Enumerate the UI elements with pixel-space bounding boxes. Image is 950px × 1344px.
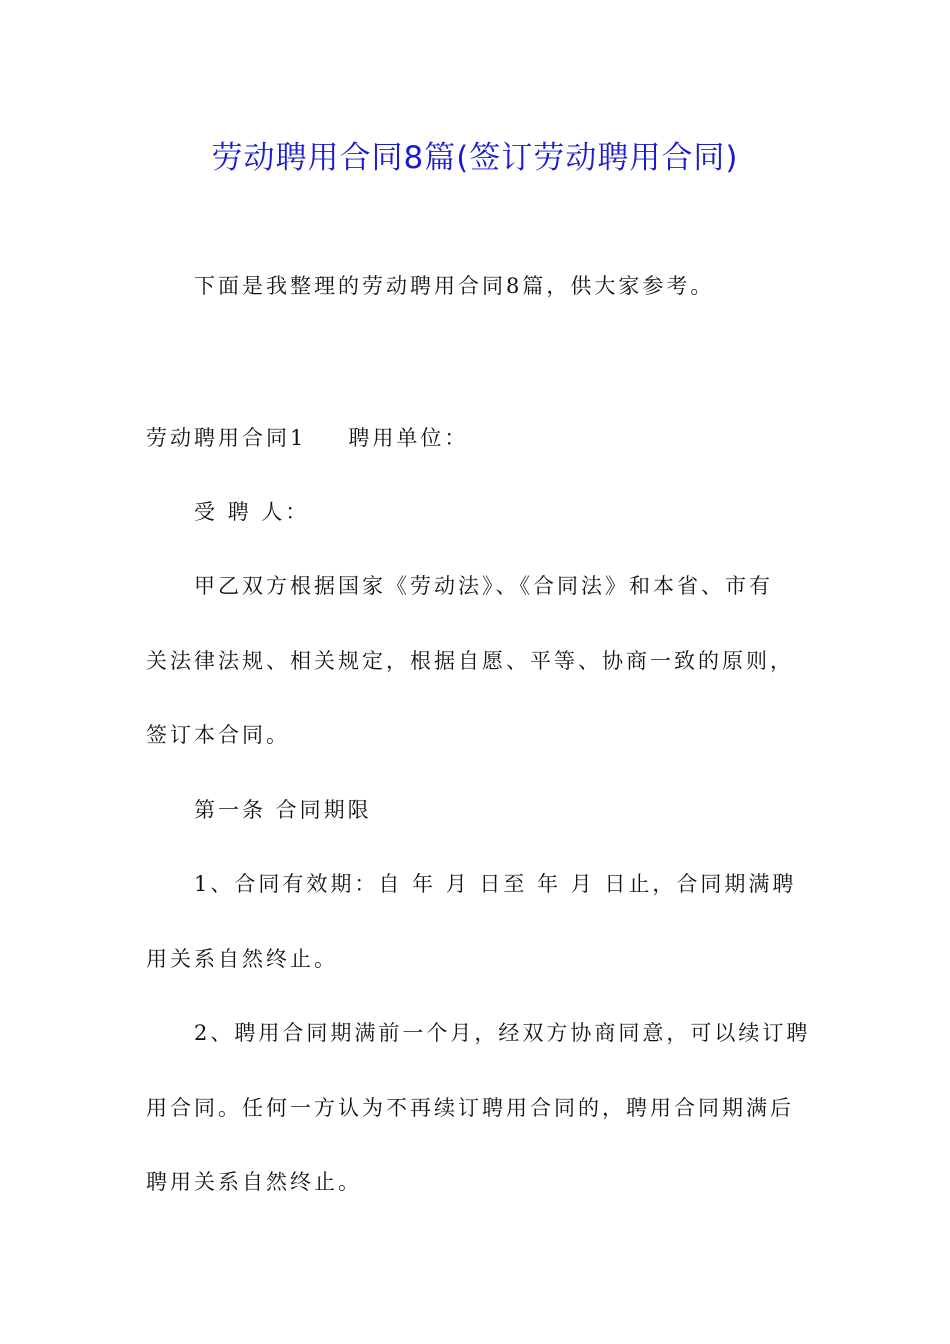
article-heading: 第一条 合同期限 — [194, 798, 372, 822]
paragraph-line: 关法律法规、相关规定，根据自愿、平等、协商一致的原则， — [146, 649, 794, 673]
clause-line: 聘用关系自然终止。 — [146, 1170, 362, 1194]
clause-line: 1、合同有效期：自 年 月 日至 年 月 日止，合同期满聘 — [194, 872, 797, 896]
intro-paragraph: 下面是我整理的劳动聘用合同8篇，供大家参考。 — [194, 274, 715, 298]
document-title: 劳动聘用合同8篇(签订劳动聘用合同) — [211, 140, 739, 176]
section-heading: 劳动聘用合同1 — [146, 426, 307, 450]
employee-label: 受 聘 人： — [194, 500, 310, 524]
clause-line: 用关系自然终止。 — [146, 947, 338, 971]
paragraph-line: 甲乙双方根据国家《劳动法》、《合同法》和本省、市有 — [194, 574, 773, 598]
clause-line: 用合同。任何一方认为不再续订聘用合同的，聘用合同期满后 — [146, 1096, 794, 1120]
paragraph-line: 签订本合同。 — [146, 723, 290, 747]
section-heading-line — [146, 422, 468, 452]
clause-line: 2、聘用合同期满前一个月，经双方协商同意，可以续订聘 — [194, 1021, 811, 1045]
employer-label: 聘用单位： — [348, 426, 469, 450]
